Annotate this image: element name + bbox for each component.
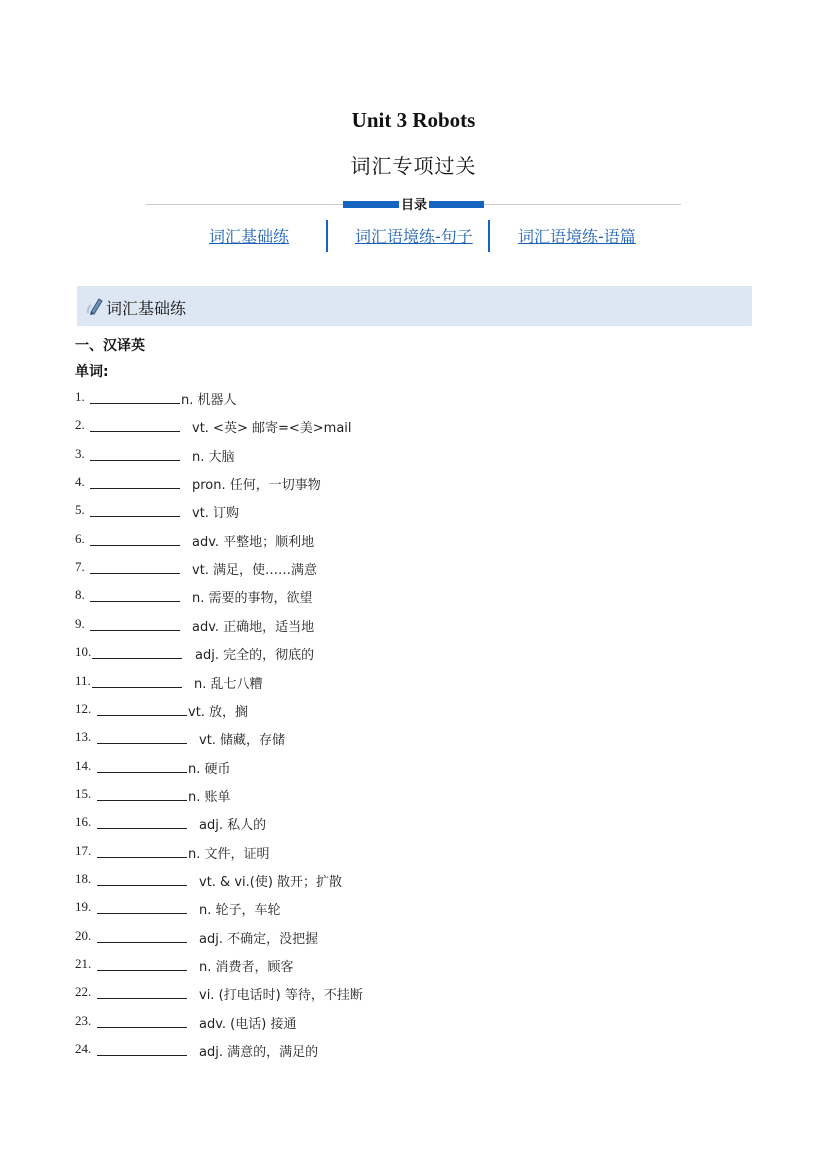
sub-heading: 单词: bbox=[75, 364, 109, 380]
item-number: 13. bbox=[75, 729, 92, 744]
item-definition: vt. 订购 bbox=[192, 506, 240, 521]
toc-link-passages[interactable]: 词汇语境练-语篇 bbox=[518, 227, 636, 246]
item-number: 18. bbox=[75, 871, 92, 886]
item-definition: vt. <英> 邮寄=<美>mail bbox=[192, 421, 352, 436]
toc-separator bbox=[326, 220, 328, 252]
item-number: 9. bbox=[75, 616, 85, 631]
answer-blank[interactable] bbox=[92, 658, 182, 659]
item-definition: adv. 正确地，适当地 bbox=[192, 620, 315, 635]
item-number: 14. bbox=[75, 758, 92, 773]
answer-blank[interactable] bbox=[97, 885, 187, 886]
answer-blank[interactable] bbox=[97, 772, 187, 773]
answer-blank[interactable] bbox=[97, 857, 187, 858]
item-definition: n. 乱七八糟 bbox=[194, 677, 263, 692]
item-number: 20. bbox=[75, 928, 92, 943]
item-number: 2. bbox=[75, 417, 85, 432]
item-definition: adj. 满意的，满足的 bbox=[199, 1045, 319, 1060]
item-number: 23. bbox=[75, 1013, 92, 1028]
item-number: 22. bbox=[75, 984, 92, 999]
item-number: 24. bbox=[75, 1041, 92, 1056]
toc-accent-left bbox=[343, 201, 399, 208]
item-definition: n. 账单 bbox=[188, 790, 231, 805]
pen-icon bbox=[86, 296, 104, 316]
item-number: 19. bbox=[75, 899, 92, 914]
item-definition: vt. 放，搁 bbox=[188, 705, 249, 720]
item-definition: n. 消费者，顾客 bbox=[199, 960, 294, 975]
item-definition: adj. 完全的，彻底的 bbox=[195, 648, 315, 663]
item-definition: adj. 私人的 bbox=[199, 818, 267, 833]
item-definition: pron. 任何，一切事物 bbox=[192, 478, 321, 493]
item-number: 8. bbox=[75, 587, 85, 602]
item-definition: n. 需要的事物，欲望 bbox=[192, 591, 313, 606]
item-definition: vt. 满足，使……满意 bbox=[192, 563, 318, 578]
answer-blank[interactable] bbox=[90, 630, 180, 631]
section-title: 词汇基础练 bbox=[106, 299, 187, 318]
toc-label: 目录 bbox=[399, 194, 429, 213]
toc-link-basic[interactable]: 词汇基础练 bbox=[209, 227, 290, 246]
answer-blank[interactable] bbox=[97, 970, 187, 971]
item-definition: n. 文件，证明 bbox=[188, 847, 270, 862]
item-number: 21. bbox=[75, 956, 92, 971]
toc-separator bbox=[488, 220, 490, 252]
answer-blank[interactable] bbox=[90, 460, 180, 461]
answer-blank[interactable] bbox=[90, 488, 180, 489]
item-definition: n. 机器人 bbox=[181, 393, 237, 408]
answer-blank[interactable] bbox=[97, 715, 187, 716]
item-definition: adv. (电话) 接通 bbox=[199, 1017, 297, 1032]
toc-accent-right bbox=[428, 201, 484, 208]
item-definition: n. 轮子，车轮 bbox=[199, 903, 281, 918]
item-number: 4. bbox=[75, 474, 85, 489]
answer-blank[interactable] bbox=[90, 431, 180, 432]
item-definition: vt. 储藏，存储 bbox=[199, 733, 286, 748]
item-definition: n. 硬币 bbox=[188, 762, 231, 777]
answer-blank[interactable] bbox=[97, 743, 187, 744]
item-definition: vi. (打电话时) 等待，不挂断 bbox=[199, 988, 363, 1003]
answer-blank[interactable] bbox=[97, 828, 187, 829]
answer-blank[interactable] bbox=[90, 545, 180, 546]
answer-blank[interactable] bbox=[97, 998, 187, 999]
answer-blank[interactable] bbox=[97, 913, 187, 914]
item-definition: adj. 不确定，没把握 bbox=[199, 932, 319, 947]
item-number: 3. bbox=[75, 446, 85, 461]
item-number: 5. bbox=[75, 502, 85, 517]
item-definition: vt. & vi.(使) 散开；扩散 bbox=[199, 875, 343, 890]
document-title: Unit 3 Robots bbox=[351, 108, 476, 132]
answer-blank[interactable] bbox=[90, 573, 180, 574]
answer-blank[interactable] bbox=[97, 1055, 187, 1056]
answer-blank[interactable] bbox=[97, 1027, 187, 1028]
answer-blank[interactable] bbox=[90, 516, 180, 517]
item-number: 1. bbox=[75, 389, 85, 404]
item-number: 6. bbox=[75, 531, 85, 546]
answer-blank[interactable] bbox=[90, 403, 180, 404]
answer-blank[interactable] bbox=[97, 942, 187, 943]
item-number: 16. bbox=[75, 814, 92, 829]
part-heading: 一、汉译英 bbox=[75, 338, 145, 354]
answer-blank[interactable] bbox=[97, 800, 187, 801]
item-number: 10. bbox=[75, 644, 92, 659]
item-definition: adv. 平整地；顺利地 bbox=[192, 535, 315, 550]
answer-blank[interactable] bbox=[92, 687, 182, 688]
document-subtitle: 词汇专项过关 bbox=[350, 154, 477, 178]
answer-blank[interactable] bbox=[90, 601, 180, 602]
item-number: 7. bbox=[75, 559, 85, 574]
item-definition: n. 大脑 bbox=[192, 450, 235, 465]
item-number: 11. bbox=[75, 673, 91, 688]
item-number: 17. bbox=[75, 843, 92, 858]
toc-link-sentences[interactable]: 词汇语境练-句子 bbox=[355, 227, 473, 246]
item-number: 12. bbox=[75, 701, 92, 716]
item-number: 15. bbox=[75, 786, 92, 801]
